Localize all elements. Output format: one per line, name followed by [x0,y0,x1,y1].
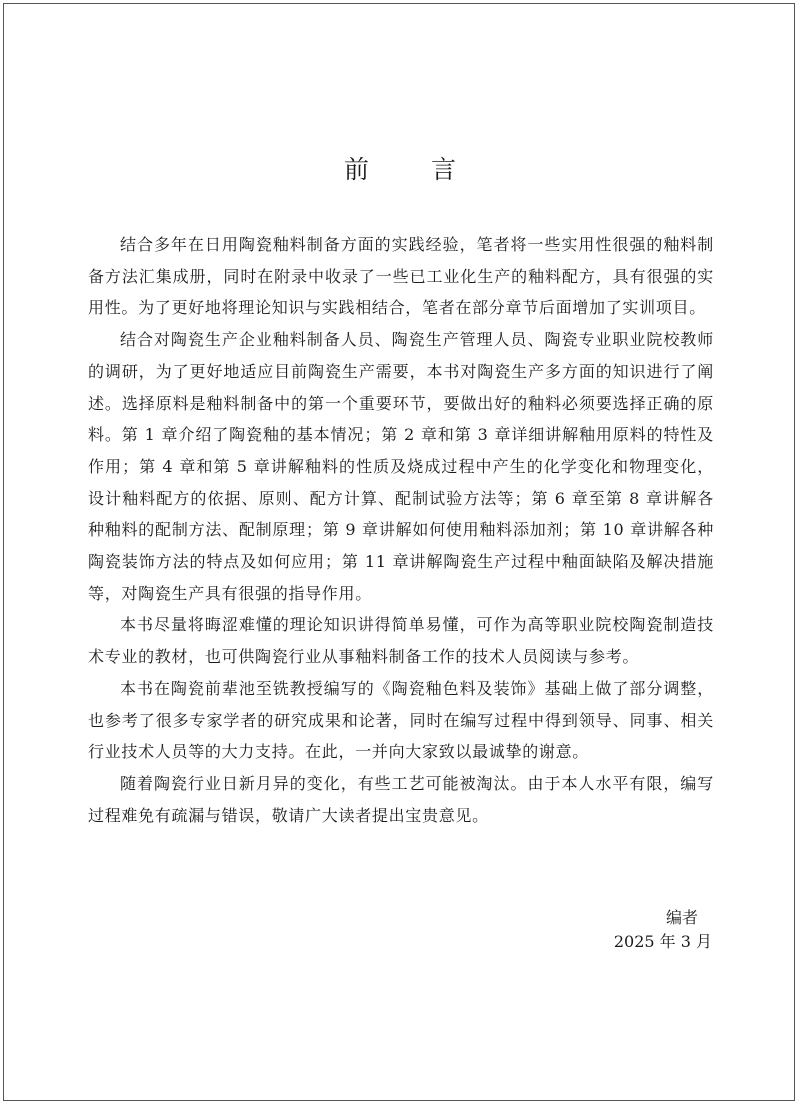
paragraph-3: 本书尽量将晦涩难懂的理论知识讲得简单易懂，可作为高等职业院校陶瓷制造技术专业的教材，也可供陶瓷行业从事釉料制备工作的技术人员阅读与参考。 [88,615,714,667]
paragraph-5: 随着陶瓷行业日新月异的变化，有些工艺可能被淘汰。由于本人水平有限，编写过程难免有疏漏与错误，敬请广大读者提出宝贵意见。 [88,773,714,825]
page-title-char-1: 前 [343,155,369,184]
signature-author: 编者 [665,908,698,927]
page-title [0,150,800,186]
signature-date: 2025 年 3 月 [613,932,712,951]
paragraph-2: 结合对陶瓷生产企业釉料制备人员、陶瓷生产管理人员、陶瓷专业职业院校教师的调研，为了更好地适应目前陶瓷生产需要，本书对陶瓷生产多方面的知识进行了阐述。选择原料是釉料制备中的第一个重要环节，要做出好的釉料必须要选择正确的原料。第 1 章介绍了陶瓷釉的基本情况；第 2 章和第 3 章详细讲解釉用原料的特性及作用；第 4 章和第 5 章讲解釉料的性质及烧成过程中产生的化学变化和物理变化，设计釉料配方的依据、原则、配方计算、配制试验方法等；第 6 章至第 8 章讲解各种釉料的配制方法、配制原理；第 9 章讲解如何使用釉料添加剂；第 10 章讲解各种陶瓷装饰方法的特点及如何应用；第 11 章讲解陶瓷生产过程中釉面缺陷及解决措施等，对陶瓷生产具有很强的指导作用。 [88,330,714,603]
paragraph-4: 本书在陶瓷前辈池至铣教授编写的《陶瓷釉色料及装饰》基础上做了部分调整，也参考了很多专家学者的研究成果和论著，同时在编写过程中得到领导、同事、相关行业技术人员等的大力支持。在此，一并向大家致以最诚挚的谢意。 [88,678,714,762]
paragraph-1: 结合多年在日用陶瓷釉料制备方面的实践经验，笔者将一些实用性很强的釉料制备方法汇集成册，同时在附录中收录了一些已工业化生产的釉料配方，具有很强的实用性。为了更好地将理论知识与实践相结合，笔者在部分章节后面增加了实训项目。 [88,235,714,318]
signature-block [614,906,712,954]
preface-body [88,229,714,831]
page-title-char-2: 言 [431,155,457,184]
